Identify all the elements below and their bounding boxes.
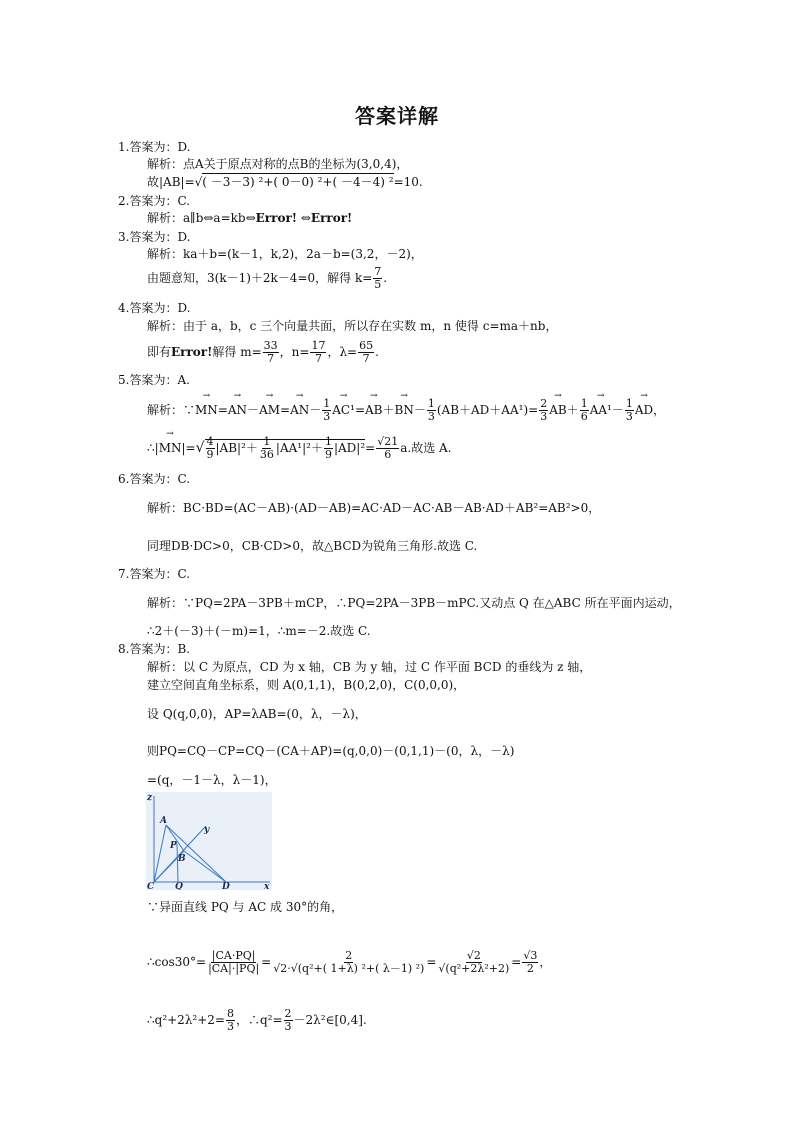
q8-analysis-4: 则PQ=CQ－CP=CQ－(CA＋AP)=(q,0,0)－(0,1,1)－(0，λ，－λ)	[147, 744, 515, 758]
q5-op4: －	[413, 403, 426, 417]
q5-r-result-frac	[376, 436, 399, 461]
q4-l-den: 7	[362, 352, 370, 365]
q5-eq2: =	[280, 403, 291, 417]
q1-result-value: =10.	[393, 175, 423, 189]
q8-cos-den: |CA|·|PQ|	[208, 962, 260, 975]
q4-l-frac	[358, 340, 374, 365]
figure-background	[146, 792, 272, 890]
q5-r-prefix: ∴|	[147, 441, 159, 455]
q5-frac-5-den: 3	[625, 410, 633, 423]
q5-r-frac-2-num: 1	[263, 435, 271, 448]
q3-frac-num: 7	[374, 265, 382, 278]
q4-sep1: ，n=	[279, 345, 310, 359]
q8-frac-2-num: 2	[345, 949, 353, 962]
q5-frac-3-num: 2	[540, 397, 548, 410]
q2-analysis	[147, 210, 352, 226]
q3-end: .	[383, 271, 388, 285]
q8-final-prefix: ∴q²+2λ²+2=	[147, 1013, 225, 1027]
q5-frac-2-num: 1	[427, 397, 435, 410]
q8-frac-3-den: √(q²+2λ²+2)	[438, 962, 510, 975]
q4-sep2: ，λ=	[327, 345, 358, 359]
q8-analysis-6: ∵异面直线 PQ 与 AC 成 30°的角，	[147, 900, 344, 914]
q5-r-frac-1-num: 4	[206, 435, 214, 448]
q5-r-frac-2	[259, 436, 275, 461]
q6-conclusion: 同理DB·DC>0，CB·CD>0，故△BCD为锐角三角形.故选 C.	[147, 539, 478, 553]
vec-ab: → AB	[365, 402, 382, 418]
label-q: Q	[175, 882, 183, 890]
answer-6: 6.答案为：C.	[118, 472, 191, 486]
q5-r-eq2: =	[365, 441, 376, 455]
vec-mn: → MN	[195, 402, 218, 418]
q4-prefix: 即有	[147, 345, 172, 359]
q4-analysis: 解析：由于 a，b，c 三个向量共面，所以存在实数 m，n 使得 c=ma＋nb，	[147, 319, 558, 333]
q8-analysis-1: 解析：以 C 为原点，CD 为 x 轴，CB 为 y 轴，过 C 作平面 BCD 的垂线为 z 轴，	[147, 660, 592, 674]
q5-op2: －	[309, 403, 322, 417]
q8-frac-4	[522, 950, 538, 975]
q5-r-term-3: |AD|²	[333, 441, 366, 455]
q1-sqrt-body: ( －3－3) ²+( 0－0) ²+( －4－4) ²	[202, 175, 394, 189]
q8-final-frac-2	[284, 1008, 293, 1033]
label-a: A	[160, 816, 167, 826]
q8-cos-prefix: ∴cos30°=	[147, 955, 207, 969]
q8-eq1: =	[261, 955, 272, 969]
q8-frac-2	[272, 950, 425, 975]
q4-end: .	[375, 345, 379, 359]
q5-frac-1-den: 3	[323, 410, 331, 423]
q5-frac-4-den: 6	[580, 410, 588, 423]
q5-op1: －	[247, 403, 260, 417]
figure-svg	[146, 792, 272, 890]
q3-text: 由题意知，3(k－1)＋2k－4=0，解得 k=	[147, 271, 373, 285]
q4-error: Error!	[171, 345, 213, 359]
q5-paren: (AB＋AD＋AA¹)=	[436, 403, 539, 417]
q6-analysis: 解析：BC·BD=(AC－AB)·(AD－AB)=AC·AD－AC·AB－AB·AD＋AB²=AB²>0，	[147, 501, 601, 515]
q5-r-tail: a.故选 A.	[400, 441, 452, 455]
label-d: D	[222, 882, 230, 890]
answer-1: 1.答案为：D.	[118, 140, 191, 154]
q7-conclusion: ∴2＋(－3)＋(－m)=1，∴m=－2.故选 C.	[147, 624, 371, 638]
q2-error-1: Error!	[255, 211, 298, 225]
q5-frac-3	[539, 398, 548, 423]
q5-frac-1-num: 1	[323, 397, 331, 410]
q8-final-mid: ，∴q²=	[235, 1013, 283, 1027]
page-title: 答案详解	[355, 104, 439, 128]
label-c: C	[147, 882, 155, 890]
q5-op6: －	[611, 403, 624, 417]
q4-solution	[147, 340, 379, 365]
label-z: z	[147, 793, 153, 803]
q8-final-frac-2-den: 3	[284, 1020, 292, 1033]
label-y: y	[204, 825, 210, 835]
q4-l-num: 65	[359, 339, 374, 352]
q5-sqrt-sign: √	[195, 440, 205, 456]
q4-m-den: 7	[267, 352, 275, 365]
q8-cos-frac	[207, 950, 260, 975]
vec-bn: → BN	[395, 402, 414, 418]
q4-text: 解得 m=	[212, 345, 262, 359]
answer-8: 8.答案为：B.	[118, 642, 191, 656]
q5-frac-1	[322, 398, 331, 423]
q4-n-den: 7	[314, 352, 322, 365]
q5-eq3: =	[354, 403, 365, 417]
q5-r-term-2: |AA¹|²＋	[275, 441, 323, 455]
q8-final-frac-2-num: 2	[284, 1007, 292, 1020]
q5-r-frac-3-num: 1	[324, 435, 332, 448]
q8-frac-3-num: √2	[466, 949, 481, 962]
q8-final-frac-1-den: 3	[226, 1020, 234, 1033]
q3-solution	[147, 266, 387, 291]
q4-n-num: 17	[311, 339, 326, 352]
q8-cos-line	[147, 950, 551, 975]
vec-aa1: → AA¹	[590, 402, 612, 418]
q8-end7: ，	[539, 955, 552, 969]
answer-4: 4.答案为：D.	[118, 301, 191, 315]
q8-analysis-5: =(q，－1－λ，λ－1)，	[147, 773, 277, 787]
q7-analysis: 解析：∵PQ=2PA－3PB＋mCP，∴PQ=2PA－3PB－mPC.又动点 Q 在△ABC 所在平面内运动，	[147, 596, 681, 610]
vec-ad: → AD	[635, 402, 653, 418]
coordinate-figure	[146, 792, 272, 890]
q3-analysis: 解析：ka＋b=(k－1，k,2)，2a－b=(3,2，－2)，	[147, 247, 423, 261]
q5-r-result-den: 6	[384, 448, 392, 461]
q5-r-frac-2-den: 36	[259, 448, 274, 461]
q5-frac-5	[625, 398, 634, 423]
q8-analysis-2: 建立空间直角坐标系，则 A(0,1,1)，B(0,2,0)，C(0,0,0)，	[147, 678, 466, 692]
q1-sqrt-prefix: 故|AB|=√	[147, 175, 203, 189]
q8-final-frac-1	[226, 1008, 235, 1033]
q5-sqrt-body	[205, 435, 366, 461]
q5-prefix: 解析：∵	[147, 403, 196, 417]
q5-eq1: =	[217, 403, 228, 417]
vec-an: → AN	[228, 402, 247, 418]
label-p: P	[170, 841, 177, 851]
q5-r-frac-3-den: 9	[324, 448, 332, 461]
q8-final-tail: －2λ²∈[0,4].	[293, 1013, 367, 1027]
q4-m-frac	[263, 340, 279, 365]
q5-r-frac-3	[324, 436, 333, 461]
q5-r-frac-1-den: 9	[206, 448, 214, 461]
q2-error-2: Error!	[310, 211, 353, 225]
q5-r-result-num: √21	[377, 435, 399, 448]
q1-analysis: 解析：点A关于原点对称的点B的坐标为(3,0,4)，	[147, 157, 409, 171]
q5-frac-5-num: 1	[625, 397, 633, 410]
q5-r-term-1: |AB|²＋	[215, 441, 258, 455]
q8-cos-num: |CA·PQ|	[211, 949, 256, 962]
q5-analysis	[147, 398, 665, 423]
q8-eq2: =	[426, 955, 437, 969]
q5-op3: ＋	[382, 403, 395, 417]
vec-ab-2: → AB	[549, 402, 566, 418]
label-x: x	[264, 882, 270, 890]
q5-frac-3-den: 3	[540, 410, 548, 423]
q2-text: 解析：a∥b⇔a=kb⇔	[147, 211, 256, 225]
q8-frac-3	[437, 950, 510, 975]
answer-7: 7.答案为：C.	[118, 567, 191, 581]
answer-2: 2.答案为：C.	[118, 194, 191, 208]
q8-analysis-3: 设 Q(q,0,0)，AP=λAB=(0，λ，－λ)，	[147, 707, 367, 721]
q4-m-num: 33	[263, 339, 278, 352]
q5-comma: ，	[653, 403, 666, 417]
q8-eq3: =	[511, 955, 522, 969]
answer-5: 5.答案为：A.	[118, 373, 190, 387]
answer-3: 3.答案为：D.	[118, 230, 191, 244]
q5-op5: ＋	[566, 403, 579, 417]
q3-frac-den: 5	[374, 278, 382, 291]
q5-frac-4-num: 1	[580, 397, 588, 410]
q8-frac-2-den: √2·√(q²+( 1+λ) ²+( λ－1) ²)	[273, 962, 425, 975]
q5-result	[147, 436, 451, 461]
vec-am: → AM	[259, 402, 280, 418]
q5-frac-2-den: 3	[427, 410, 435, 423]
q5-r-eq: |=	[181, 441, 196, 455]
q3-fraction	[373, 266, 382, 291]
vec-mn-2: → MN	[159, 440, 182, 456]
label-b: B	[178, 854, 186, 864]
q4-n-frac	[310, 340, 326, 365]
q2-iff: ⇔	[297, 211, 311, 225]
q8-frac-4-num: √3	[523, 949, 538, 962]
q8-frac-4-den: 2	[526, 962, 534, 975]
q8-final-line	[147, 1008, 367, 1033]
q5-frac-2	[427, 398, 436, 423]
q5-r-frac-1	[206, 436, 215, 461]
vec-an-2: → AN	[290, 402, 309, 418]
q8-final-frac-1-num: 8	[226, 1007, 234, 1020]
q1-result	[147, 174, 423, 190]
vec-ac1: → AC¹	[332, 402, 355, 418]
q5-frac-4	[580, 398, 589, 423]
